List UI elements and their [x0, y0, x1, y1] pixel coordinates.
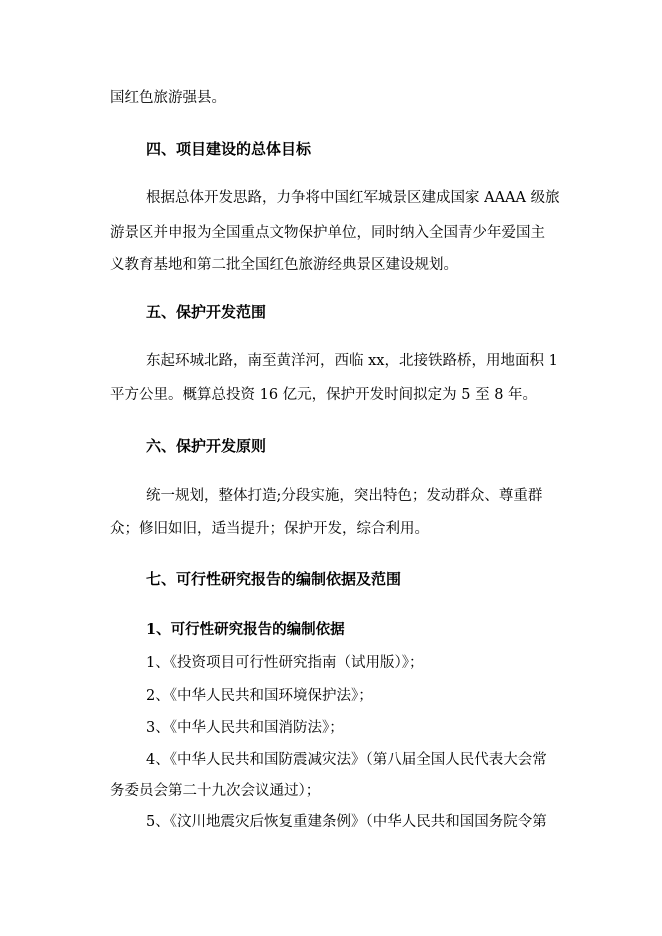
list-item: 2、《中华人民共和国环境保护法》； — [146, 688, 373, 704]
list-item: 4、《中华人民共和国防震减灾法》（第八届全国人民代表大会常 — [146, 752, 547, 768]
section-heading: 五、保护开发范围 — [146, 303, 267, 321]
paragraph-line: 平方公里。概算总投资 16 亿元，保护开发时间拟定为 5 至 8 年。 — [110, 387, 538, 403]
paragraph-line: 游景区并申报为全国重点文物保护单位，同时纳入全国青少年爱国主 — [110, 225, 545, 241]
list-item-continuation: 务委员会第二十九次会议通过）； — [110, 783, 321, 799]
list-item: 3、《中华人民共和国消防法》； — [146, 720, 344, 736]
paragraph-line: 东起环城北路，南至黄洋河，西临 xx，北接铁路桥，用地面积 1 — [146, 353, 558, 369]
section-heading: 六、保护开发原则 — [146, 437, 267, 455]
paragraph-line: 国红色旅游强县。 — [110, 90, 226, 106]
list-item: 5、《汶川地震灾后恢复重建条例》（中华人民共和国国务院令第 — [146, 814, 547, 830]
section-heading: 四、项目建设的总体目标 — [146, 140, 312, 158]
list-item: 1、《投资项目可行性研究指南（试用版）》； — [146, 655, 424, 671]
paragraph-line: 统一规划，整体打造;分段实施，突出特色；发动群众、尊重群 — [146, 488, 543, 504]
paragraph-line: 众；修旧如旧，适当提升；保护开发，综合利用。 — [110, 521, 429, 537]
subsection-heading: 1、可行性研究报告的编制依据 — [146, 621, 345, 638]
paragraph-line: 义教育基地和第二批全国红色旅游经典景区建设规划。 — [110, 257, 458, 273]
section-heading: 七、可行性研究报告的编制依据及范围 — [146, 570, 402, 588]
paragraph-line: 根据总体开发思路，力争将中国红军城景区建成国家 AAAA 级旅 — [146, 190, 560, 206]
